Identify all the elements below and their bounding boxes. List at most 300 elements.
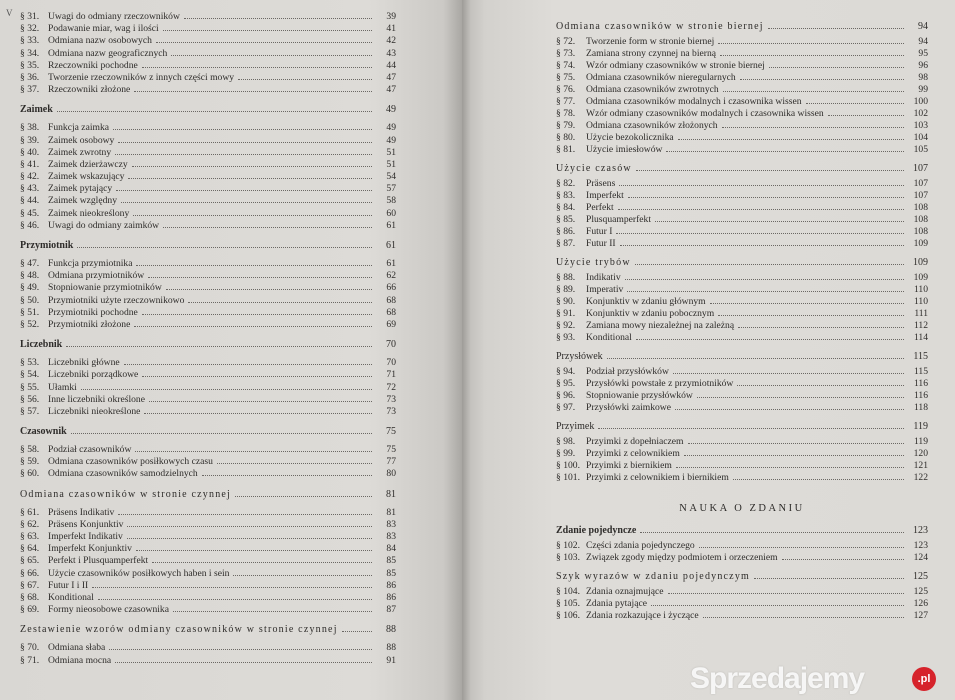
toc-entry: [556, 36, 928, 48]
entry-title: Präsens Konjunktiv: [48, 518, 124, 530]
paragraph-number: § 41.: [20, 158, 40, 170]
toc-section: [556, 420, 928, 433]
paragraph-number: § 86.: [556, 226, 576, 237]
toc-entry: [556, 332, 928, 344]
entry-title: Zaimek dzierżawczy: [48, 158, 128, 170]
toc-entry: [20, 270, 396, 282]
paragraph-number: § 38.: [20, 122, 40, 134]
entry-title: Podział przysłówków: [586, 366, 669, 377]
entry-title: Zestawienie wzorów odmiany czasowników w stronie czynnej: [20, 624, 338, 636]
dot-leader: [627, 291, 904, 292]
toc-section: [556, 570, 928, 583]
dot-leader: [115, 154, 372, 155]
dot-leader: [636, 339, 904, 340]
entry-title: Odmiana nazw osobowych: [48, 35, 152, 47]
toc-entry: [20, 135, 396, 147]
toc-entry: [20, 23, 396, 35]
entry-title: Czasownik: [20, 426, 67, 438]
entry-title: Uwagi do odmiany rzeczowników: [48, 11, 180, 22]
paragraph-number: § 59.: [20, 456, 40, 468]
page-number: 88: [386, 624, 396, 636]
page-number: 127: [913, 610, 928, 621]
paragraph-number: § 45.: [20, 207, 40, 219]
paragraph-number: § 34.: [20, 47, 40, 59]
toc-entry: [20, 208, 396, 220]
toc-entry: [20, 543, 396, 555]
entry-title: Zaimek nieokreślony: [48, 207, 130, 219]
dot-leader: [655, 221, 904, 222]
toc-entry: [556, 178, 928, 190]
toc-entry: [556, 598, 928, 610]
paragraph-number: § 96.: [556, 390, 576, 401]
dot-leader: [703, 617, 904, 618]
paragraph-number: § 39.: [20, 134, 40, 146]
paragraph-number: § 35.: [20, 59, 40, 71]
entry-title: Plusquamperfekt: [586, 214, 652, 225]
dot-leader: [636, 170, 904, 171]
page-number: 100: [913, 96, 928, 107]
dot-leader: [173, 611, 372, 612]
paragraph-number: § 71.: [20, 654, 40, 666]
page-number: 51: [386, 146, 396, 158]
paragraph-number: § 43.: [20, 183, 40, 195]
dot-leader: [127, 538, 372, 539]
page-number: 81: [386, 488, 396, 500]
page-number: 105: [913, 144, 928, 155]
dot-leader: [676, 467, 904, 468]
entry-title: Użycie czasów: [556, 163, 632, 174]
paragraph-number: § 58.: [20, 444, 40, 456]
page-number: 116: [913, 390, 928, 401]
page-number: 95: [918, 48, 928, 59]
toc-entry: [556, 132, 928, 144]
toc-entry: [556, 202, 928, 214]
entry-title: Zaimek pytający: [48, 183, 113, 195]
page-number: 108: [913, 202, 928, 213]
entry-title: Odmiana słaba: [48, 642, 106, 654]
paragraph-number: § 103.: [556, 552, 580, 563]
entry-title: Liczebniki główne: [48, 357, 120, 369]
paragraph-number: § 40.: [20, 146, 40, 158]
entry-title: Użycie trybów: [556, 257, 631, 268]
entry-title: Futur I: [586, 226, 613, 237]
paragraph-number: § 36.: [20, 71, 40, 83]
paragraph-number: § 44.: [20, 195, 40, 207]
entry-title: Przyimki z celownikiem: [586, 448, 680, 459]
page-number: 84: [386, 543, 396, 555]
entry-title: Przymiotniki złożone: [48, 318, 131, 330]
toc-section: [556, 162, 928, 175]
dot-leader: [133, 215, 372, 216]
right-toc: [556, 14, 928, 622]
page-number: 77: [386, 456, 396, 468]
dot-leader: [142, 314, 372, 315]
toc-entry: [20, 307, 396, 319]
page-number: 86: [386, 579, 396, 591]
toc-entry: [20, 394, 396, 406]
dot-leader: [71, 433, 372, 434]
entry-title: Użycie czasowników posiłkowych haben i sein: [48, 567, 230, 579]
page-number: 110: [913, 284, 928, 295]
entry-title: Konditional: [586, 332, 632, 343]
entry-title: Wzór odmiany czasowników modalnych i czasownika wissen: [586, 108, 824, 119]
dot-leader: [738, 327, 904, 328]
toc-section: [556, 350, 928, 363]
dot-leader: [134, 326, 372, 327]
paragraph-number: § 102.: [556, 540, 580, 551]
paragraph-number: § 101.: [556, 472, 580, 483]
entry-title: Präsens: [586, 178, 616, 189]
page-number: 111: [914, 308, 928, 319]
toc-section: [556, 256, 928, 269]
dot-leader: [124, 364, 372, 365]
entry-title: Perfekt: [586, 202, 614, 213]
toc-section: [20, 104, 396, 117]
dot-leader: [238, 79, 372, 80]
paragraph-number: § 70.: [20, 642, 40, 654]
entry-title: Odmiana czasowników w stronie czynnej: [20, 488, 232, 500]
entry-title: Liczebnik: [20, 339, 63, 351]
dot-leader: [737, 385, 904, 386]
page-number: 122: [913, 472, 928, 483]
paragraph-number: § 56.: [20, 393, 40, 405]
page-number: 49: [386, 104, 396, 116]
paragraph-number: § 54.: [20, 369, 40, 381]
paragraph-number: § 82.: [556, 178, 576, 189]
page-number: 41: [386, 23, 396, 35]
page-number: 71: [386, 369, 396, 381]
dot-leader: [184, 18, 372, 19]
paragraph-number: § 75.: [556, 72, 576, 83]
dot-leader: [163, 30, 372, 31]
page-number: 109: [913, 272, 928, 283]
page-number: 61: [386, 219, 396, 231]
dot-leader: [635, 264, 904, 265]
toc-entry: [20, 84, 396, 96]
paragraph-number: § 55.: [20, 381, 40, 393]
toc-section: [20, 240, 396, 253]
entry-title: Zdania pytające: [586, 598, 647, 609]
page-number: 107: [913, 178, 928, 189]
paragraph-number: § 68.: [20, 591, 40, 603]
entry-title: Imperativ: [586, 284, 624, 295]
paragraph-number: § 73.: [556, 48, 576, 59]
entry-title: Konditional: [48, 591, 94, 603]
paragraph-number: § 79.: [556, 120, 576, 131]
toc-entry: [20, 580, 396, 592]
page-number: 61: [386, 240, 396, 251]
entry-title: Zaimek osobowy: [48, 134, 115, 146]
dot-leader: [733, 479, 904, 480]
dot-leader: [142, 376, 372, 377]
paragraph-number: § 105.: [556, 598, 580, 609]
page-number: 110: [913, 296, 928, 307]
dot-leader: [57, 111, 372, 112]
page-number: 60: [386, 207, 396, 219]
page-number: 115: [913, 351, 928, 362]
toc-entry: [556, 378, 928, 390]
dot-leader: [134, 91, 372, 92]
paragraph-number: § 97.: [556, 402, 576, 413]
page-number: 114: [913, 332, 928, 343]
page-number: 115: [913, 366, 928, 377]
toc-entry: [556, 402, 928, 414]
toc-entry: [20, 195, 396, 207]
paragraph-number: § 90.: [556, 296, 576, 307]
toc-entry: [20, 11, 396, 23]
paragraph-number: § 51.: [20, 306, 40, 318]
toc-entry: [20, 159, 396, 171]
dot-leader: [163, 227, 372, 228]
paragraph-number: § 74.: [556, 60, 576, 71]
dot-leader: [127, 526, 372, 527]
page-number: 94: [918, 36, 928, 47]
entry-title: Liczebniki nieokreślone: [48, 405, 141, 417]
entry-title: Zaimek: [20, 104, 53, 116]
toc-entry: [556, 272, 928, 284]
dot-leader: [109, 649, 372, 650]
toc-entry: [556, 72, 928, 84]
entry-title: Präsens Indikativ: [48, 506, 115, 518]
toc-entry: [20, 220, 396, 232]
entry-title: Imperfekt Konjunktiv: [48, 543, 132, 555]
toc-entry: [20, 655, 396, 667]
watermark-badge: .pl: [912, 667, 936, 691]
page-number: 49: [386, 134, 396, 146]
dot-leader: [754, 578, 904, 579]
page-number: 73: [386, 405, 396, 417]
dot-leader: [688, 443, 904, 444]
entry-title: Przyimki z celownikiem i biernikiem: [586, 472, 729, 483]
right-page: [484, 0, 955, 700]
page-number: 120: [913, 448, 928, 459]
dot-leader: [152, 562, 372, 563]
dot-leader: [828, 115, 904, 116]
entry-title: Odmiana przymiotników: [48, 270, 145, 282]
part-heading: NAUKA O ZDANIU: [679, 503, 805, 514]
dot-leader: [136, 550, 372, 551]
page-number: 112: [913, 320, 928, 331]
dot-leader: [166, 289, 372, 290]
dot-leader: [148, 277, 372, 278]
dot-leader: [619, 185, 904, 186]
page-number: 49: [386, 122, 396, 134]
toc-section: [20, 426, 396, 439]
entry-title: Odmiana czasowników nieregularnych: [586, 72, 736, 83]
paragraph-number: § 47.: [20, 258, 40, 269]
dot-leader: [77, 247, 372, 248]
toc-entry: [556, 238, 928, 250]
dot-leader: [806, 103, 904, 104]
page-number: 107: [913, 163, 928, 174]
dot-leader: [768, 28, 904, 29]
dot-leader: [699, 547, 904, 548]
page-number: 109: [913, 238, 928, 249]
page-number: 104: [913, 132, 928, 143]
page-number: 98: [918, 72, 928, 83]
toc-section: [556, 524, 928, 537]
dot-leader: [678, 139, 904, 140]
page-number: 118: [913, 402, 928, 413]
paragraph-number: § 67.: [20, 579, 40, 591]
paragraph-number: § 106.: [556, 610, 580, 621]
paragraph-number: § 87.: [556, 238, 576, 249]
paragraph-number: § 99.: [556, 448, 576, 459]
entry-title: Uwagi do odmiany zaimków: [48, 219, 160, 231]
entry-title: Przysłówki zaimkowe: [586, 402, 671, 413]
entry-title: Przymiotniki użyte rzeczownikowo: [48, 294, 185, 306]
toc-entry: [20, 282, 396, 294]
dot-leader: [720, 55, 904, 56]
page-number: 91: [386, 654, 396, 666]
toc-section: [20, 624, 396, 637]
page-number: 102: [913, 108, 928, 119]
page-number: 96: [918, 60, 928, 71]
entry-title: Zamiana strony czynnej na bierną: [586, 48, 716, 59]
dot-leader: [188, 302, 372, 303]
entry-title: Tworzenie rzeczowników z innych części mowy: [48, 71, 235, 83]
page-number: 81: [386, 506, 396, 518]
paragraph-number: § 57.: [20, 405, 40, 417]
page-number: 126: [913, 598, 928, 609]
toc-entry: [20, 48, 396, 60]
entry-title: Stopniowanie przysłówków: [586, 390, 693, 401]
entry-title: Zamiana mowy niezależnej na zależną: [586, 320, 735, 331]
entry-title: Zdania oznajmujące: [586, 586, 664, 597]
page-number: 123: [913, 525, 928, 536]
toc-entry: [20, 72, 396, 84]
paragraph-number: § 48.: [20, 270, 40, 282]
entry-title: Przyimki z biernikiem: [586, 460, 672, 471]
page-number: 116: [913, 378, 928, 389]
page-number: 99: [918, 84, 928, 95]
dot-leader: [217, 463, 372, 464]
page-number: 75: [386, 426, 396, 438]
page-number: 57: [386, 183, 396, 195]
entry-title: Szyk wyrazów w zdaniu pojedynczym: [556, 571, 750, 582]
toc-entry: [556, 552, 928, 564]
toc-entry: [20, 531, 396, 543]
entry-title: Przysłówek: [556, 351, 603, 362]
toc-entry: [556, 540, 928, 552]
entry-title: Odmiana czasowników posiłkowych czasu: [48, 456, 213, 468]
paragraph-number: § 80.: [556, 132, 576, 143]
toc-entry: [20, 319, 396, 331]
dot-leader: [628, 197, 904, 198]
page-number: 43: [386, 47, 396, 59]
left-page: [0, 0, 462, 700]
toc-entry: [556, 586, 928, 598]
toc-entry: [556, 226, 928, 238]
entry-title: Futur II: [586, 238, 616, 249]
paragraph-number: § 66.: [20, 567, 40, 579]
toc-entry: [20, 382, 396, 394]
paragraph-number: § 95.: [556, 378, 576, 389]
paragraph-number: § 53.: [20, 357, 40, 369]
entry-title: Indikativ: [586, 272, 621, 283]
page-number: 109: [913, 257, 928, 268]
dot-leader: [132, 166, 372, 167]
toc-section: [20, 489, 396, 502]
paragraph-number: § 84.: [556, 202, 576, 213]
entry-title: Przymiotniki pochodne: [48, 306, 138, 318]
page-number: 51: [386, 158, 396, 170]
toc-entry: [20, 147, 396, 159]
entry-title: Konjunktiv w zdaniu pobocznym: [586, 308, 715, 319]
toc-entry: [556, 448, 928, 460]
page-number: 85: [386, 567, 396, 579]
toc-entry: [556, 472, 928, 484]
toc-entry: [20, 519, 396, 531]
dot-leader: [769, 67, 904, 68]
page-number: 86: [386, 591, 396, 603]
entry-title: Tworzenie form w stronie biernej: [586, 36, 715, 47]
toc-entry: [20, 183, 396, 195]
paragraph-number: § 83.: [556, 190, 576, 201]
dot-leader: [113, 129, 372, 130]
entry-title: Odmiana czasowników złożonych: [586, 120, 718, 131]
dot-leader: [668, 593, 904, 594]
paragraph-number: § 50.: [20, 294, 40, 306]
toc-entry: [20, 468, 396, 480]
dot-leader: [625, 279, 904, 280]
toc-entry: [20, 507, 396, 519]
page-number: 47: [386, 84, 396, 96]
page-number: 70: [386, 357, 396, 369]
page-number: 94: [918, 21, 928, 32]
paragraph-number: § 65.: [20, 555, 40, 567]
dot-leader: [235, 496, 372, 497]
toc-entry: [556, 436, 928, 448]
page-number: 72: [386, 381, 396, 393]
toc-entry: [556, 96, 928, 108]
page-number: 66: [386, 282, 396, 294]
toc-entry: [556, 190, 928, 202]
page-number: 42: [386, 35, 396, 47]
toc-entry: [556, 320, 928, 332]
entry-title: Zaimek wskazujący: [48, 171, 125, 183]
entry-title: Części zdania pojedynczego: [586, 540, 695, 551]
toc-entry: [556, 308, 928, 320]
left-toc: [20, 11, 396, 667]
dot-leader: [684, 455, 904, 456]
entry-title: Formy nieosobowe czasownika: [48, 604, 169, 616]
page-number: 108: [913, 226, 928, 237]
dot-leader: [640, 532, 904, 533]
entry-title: Imperfekt: [586, 190, 624, 201]
paragraph-number: § 61.: [20, 506, 40, 518]
paragraph-number: § 37.: [20, 84, 40, 96]
toc-entry: [20, 456, 396, 468]
paragraph-number: § 69.: [20, 604, 40, 616]
toc-entry: [20, 568, 396, 580]
book-gutter: [462, 0, 484, 700]
entry-title: Stopniowanie przymiotników: [48, 282, 162, 294]
toc-entry: [556, 460, 928, 472]
dot-leader: [136, 265, 372, 266]
dot-leader: [651, 605, 904, 606]
entry-title: Zaimek względny: [48, 195, 117, 207]
paragraph-number: § 60.: [20, 468, 40, 480]
paragraph-number: § 46.: [20, 219, 40, 231]
paragraph-number: § 104.: [556, 586, 580, 597]
page-number: 83: [386, 518, 396, 530]
dot-leader: [618, 209, 904, 210]
toc-entry: [556, 48, 928, 60]
dot-leader: [697, 397, 904, 398]
paragraph-number: § 42.: [20, 171, 40, 183]
dot-leader: [620, 245, 904, 246]
